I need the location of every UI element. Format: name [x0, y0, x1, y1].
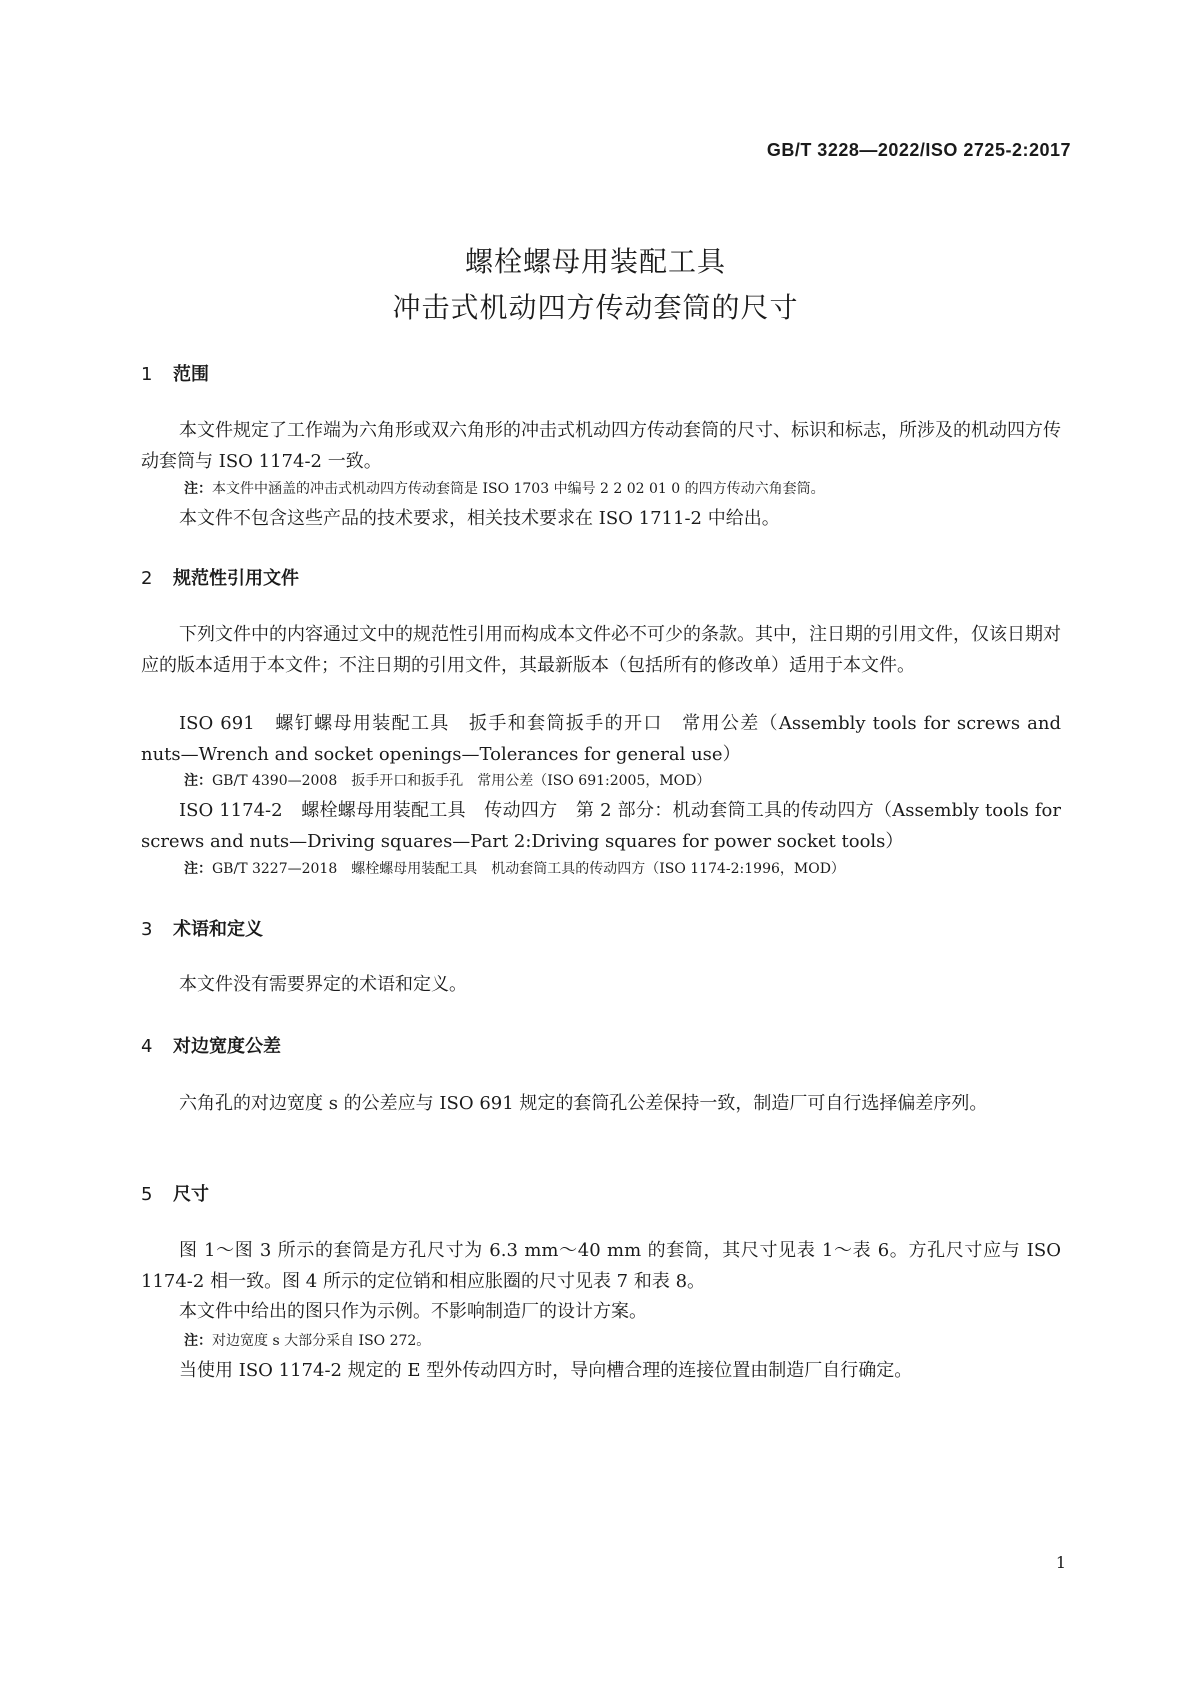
section-3-paragraph-1: 本文件没有需要界定的术语和定义。 [179, 974, 467, 995]
page-number: 1 [1055, 1553, 1066, 1572]
section-number: 4 [141, 1036, 153, 1057]
section-5-paragraph-1: 图 1～图 3 所示的套筒是方孔尺寸为 6.3 mm～40 mm 的套筒，其尺寸见表 1～表 6。方孔尺寸应与 ISO 1174-2 相一致。图 4 所示的定位销和相应胀圈的尺寸见表 7 和表 8。 [141, 1240, 1061, 1292]
note-text: 对边宽度 s 大部分采自 ISO 272。 [212, 1333, 431, 1349]
section-5-note [184, 1330, 1064, 1352]
note-text: GB/T 3227—2018 螺栓螺母用装配工具 机动套筒工具的传动四方（ISO 1174-2:1996，MOD） [212, 861, 845, 877]
section-5-paragraph-3: 当使用 ISO 1174-2 规定的 E 型外传动四方时，导向槽合理的连接位置由制造厂自行确定。 [179, 1360, 913, 1381]
section-title: 术语和定义 [173, 919, 263, 940]
section-title: 规范性引用文件 [173, 568, 299, 589]
note-label: 注： [184, 1333, 212, 1349]
section-number: 5 [141, 1184, 153, 1205]
section-5-paragraph-2: 本文件中给出的图只作为示例。不影响制造厂的设计方案。 [179, 1301, 647, 1322]
reference-iso-1174-2-note [184, 858, 1064, 880]
note-text: GB/T 4390—2008 扳手开口和扳手孔 常用公差（ISO 691:2005，MOD） [212, 773, 711, 789]
section-1-paragraph-2: 本文件不包含这些产品的技术要求，相关技术要求在 ISO 1711-2 中给出。 [179, 508, 780, 529]
section-1-paragraph-1: 本文件规定了工作端为六角形或双六角形的冲击式机动四方传动套筒的尺寸、标识和标志，所涉及的机动四方传动套筒与 ISO 1174-2 一致。 [141, 420, 1061, 472]
section-number: 2 [141, 568, 153, 589]
note-label: 注： [184, 861, 212, 877]
section-4-heading [141, 1032, 281, 1058]
note-label: 注： [184, 773, 212, 789]
document-title-line-2: 冲击式机动四方传动套筒的尺寸 [392, 291, 799, 324]
standard-code: GB/T 3228—2022/ISO 2725-2:2017 [766, 140, 1071, 160]
section-5-heading [141, 1180, 209, 1206]
section-number: 1 [141, 364, 153, 385]
note-label: 注： [184, 481, 212, 497]
section-title: 对边宽度公差 [173, 1036, 281, 1057]
reference-iso-691: ISO 691 螺钉螺母用装配工具 扳手和套筒扳手的开口 常用公差（Assembly tools for screws and nuts—Wrench and socket openings—Tolerances for general use） [141, 713, 1061, 765]
reference-iso-1174-2: ISO 1174-2 螺栓螺母用装配工具 传动四方 第 2 部分：机动套筒工具的传动四方（Assembly tools for screws and nuts—Driving squares—Part 2:Driving squares for power socket tools） [141, 800, 1061, 852]
section-1-note [184, 478, 1064, 500]
section-2-heading [141, 564, 299, 590]
section-1-heading [141, 360, 209, 386]
section-number: 3 [141, 919, 153, 940]
reference-iso-691-note [184, 770, 1064, 792]
document-title-line-1: 螺栓螺母用装配工具 [464, 245, 726, 278]
section-title: 尺寸 [173, 1184, 209, 1205]
note-text: 本文件中涵盖的冲击式机动四方传动套筒是 ISO 1703 中编号 2 2 02 01 0 的四方传动六角套筒。 [212, 481, 825, 497]
section-2-paragraph-1: 下列文件中的内容通过文中的规范性引用而构成本文件必不可少的条款。其中，注日期的引用文件，仅该日期对应的版本适用于本文件；不注日期的引用文件，其最新版本（包括所有的修改单）适用于本文件。 [141, 624, 1061, 676]
section-title: 范围 [173, 364, 209, 385]
section-4-paragraph-1: 六角孔的对边宽度 s 的公差应与 ISO 691 规定的套筒孔公差保持一致，制造厂可自行选择偏差序列。 [179, 1093, 988, 1114]
section-3-heading [141, 915, 263, 941]
